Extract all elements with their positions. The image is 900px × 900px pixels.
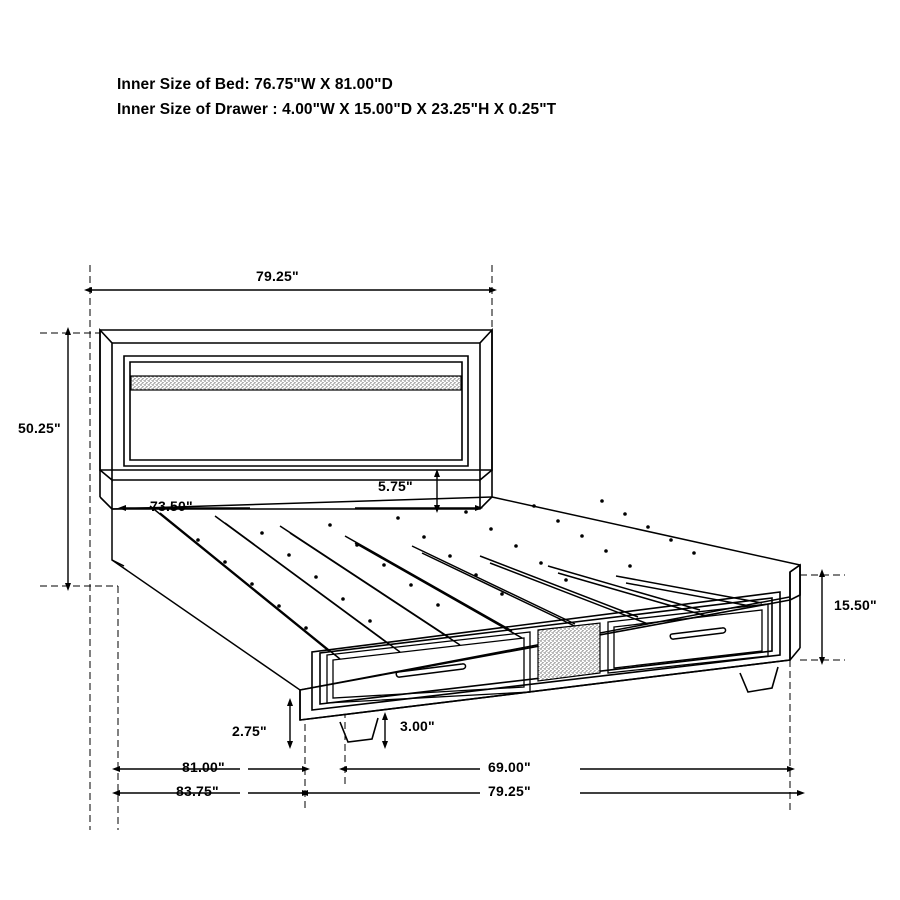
dim-bed-length-inner: 81.00" [182,759,225,775]
sparkle-trim-footboard [538,623,600,681]
note-drawer-inner-size: Inner Size of Drawer : 4.00"W X 15.00"D X 23.25"H X 0.25"T [117,101,557,118]
dim-headboard-height: 50.25" [18,420,61,436]
note-bed-inner-size: Inner Size of Bed: 76.75"W X 81.00"D [117,76,393,93]
dim-rail-height: 5.75" [378,478,413,494]
headboard [100,330,492,509]
dim-footboard-height: 15.50" [834,597,877,613]
dim-drawer-span: 69.00" [488,759,531,775]
dim-headboard-width: 79.25" [256,268,299,284]
dim-footboard-width: 79.25" [488,783,531,799]
dim-foot-clearance: 3.00" [400,718,435,734]
dim-drawer-gap: 2.75" [232,723,267,739]
dim-headboard-inner-width: 73.50" [150,498,193,514]
sparkle-trim-headboard [131,376,461,390]
dim-bed-length-outer: 83.75" [176,783,219,799]
